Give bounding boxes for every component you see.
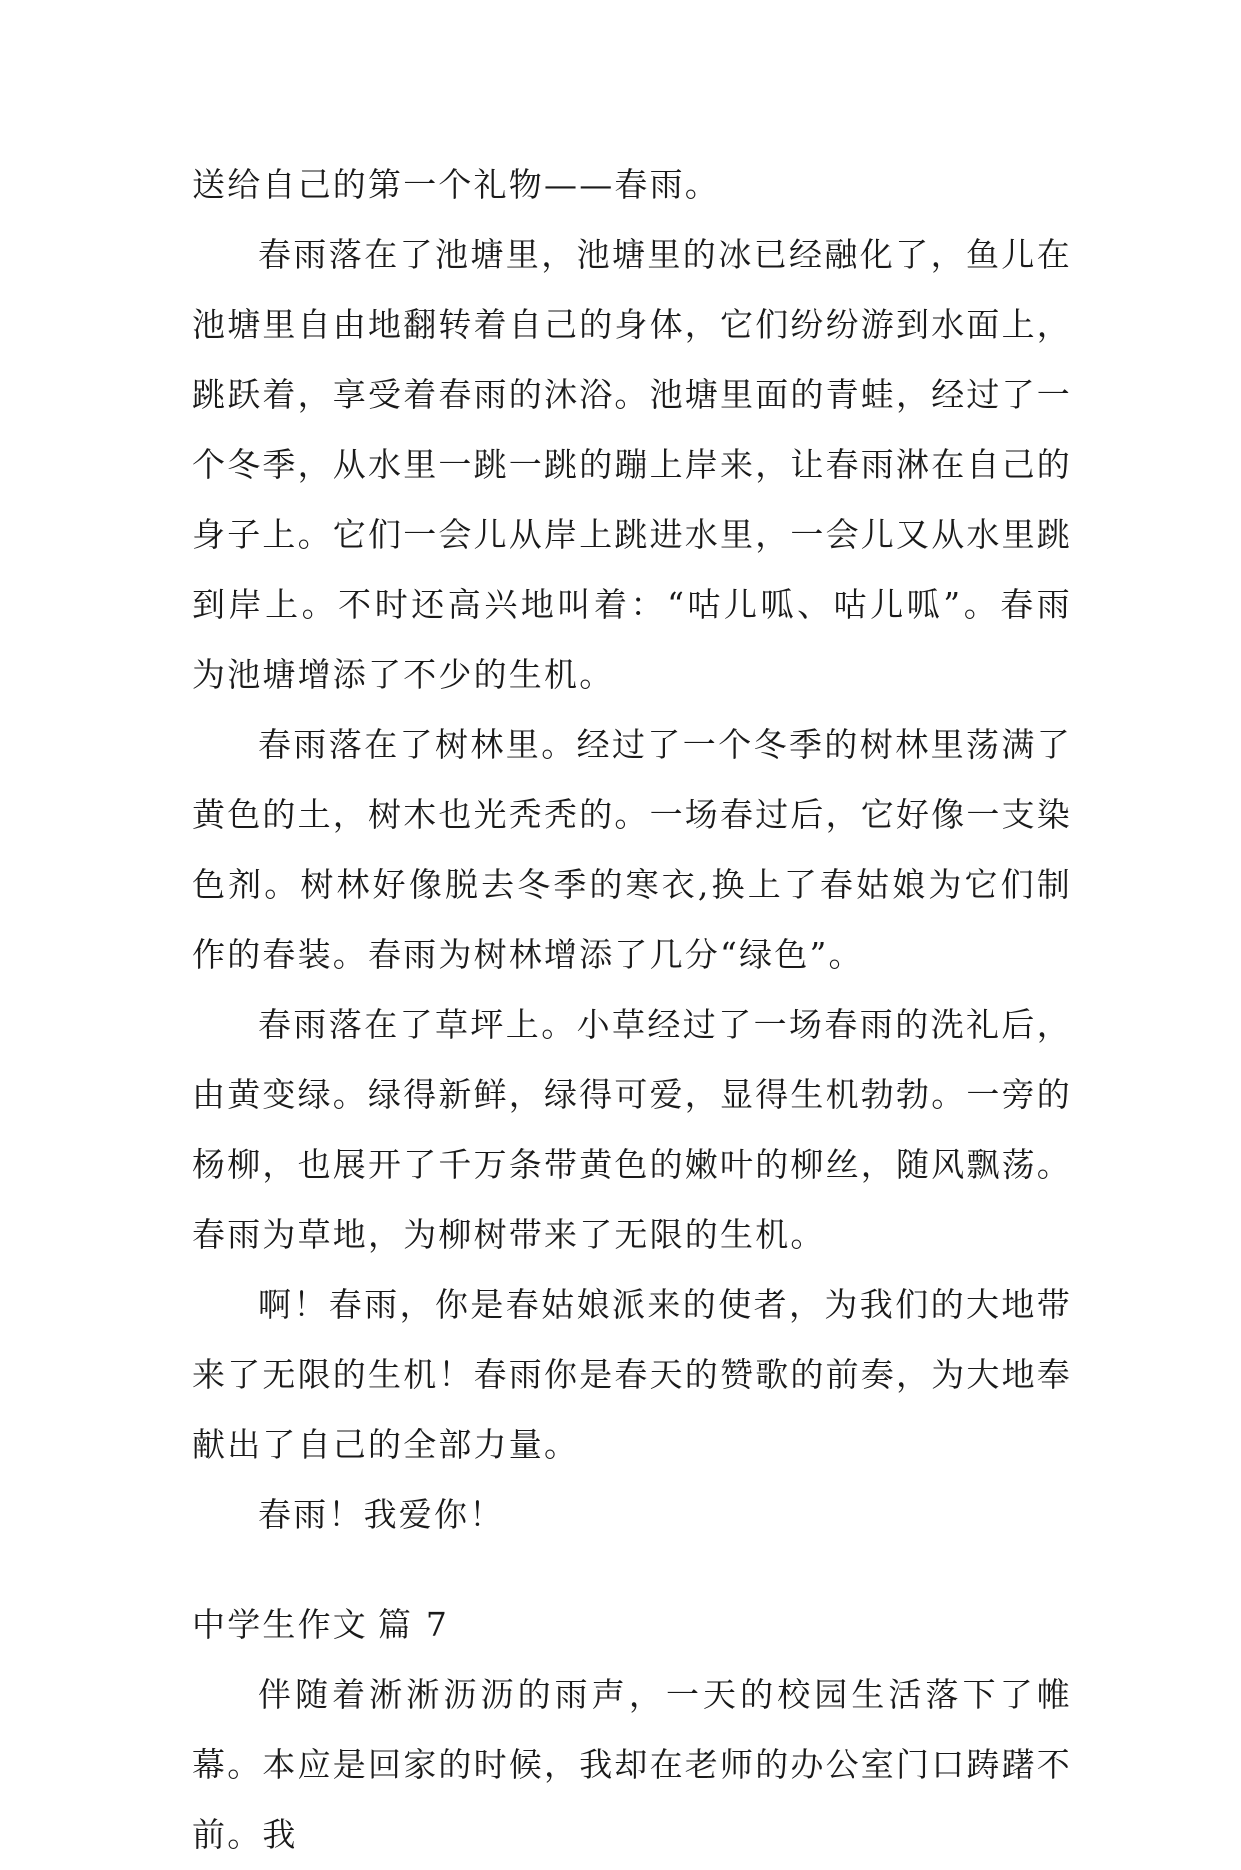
document-page bbox=[192, 150, 1072, 1870]
section-heading bbox=[192, 1590, 1072, 1660]
section-title: 中学生作文 bbox=[192, 1605, 368, 1644]
essay-body-part-1 bbox=[192, 150, 1072, 1550]
essay-body-part-2 bbox=[192, 1660, 1072, 1870]
section-number: 篇 7 bbox=[378, 1605, 450, 1644]
paragraph: 伴随着淅淅沥沥的雨声，一天的校园生活落下了帷幕。本应是回家的时候，我却在老师的办公室门口踌躇不前。我 bbox=[192, 1675, 1072, 1854]
paragraph: 春雨落在了草坪上。小草经过了一场春雨的洗礼后，由黄变绿。绿得新鲜，绿得可爱，显得生机勃勃。一旁的杨柳，也展开了千万条带黄色的嫩叶的柳丝，随风飘荡。春雨为草地，为柳树带来了无限的生机。 bbox=[192, 1005, 1072, 1254]
paragraph: 春雨落在了树林里。经过了一个冬季的树林里荡满了黄色的土，树木也光秃秃的。一场春过后，它好像一支染色剂。树林好像脱去冬季的寒衣,换上了春姑娘为它们制作的春装。春雨为树林增添了几分“绿色”。 bbox=[192, 725, 1072, 974]
paragraph: 送给自己的第一个礼物——春雨。 bbox=[192, 165, 720, 204]
paragraph: 春雨！我爱你！ bbox=[258, 1495, 505, 1534]
paragraph: 啊！春雨，你是春姑娘派来的使者，为我们的大地带来了无限的生机！春雨你是春天的赞歌的前奏，为大地奉献出了自己的全部力量。 bbox=[192, 1285, 1072, 1464]
paragraph: 春雨落在了池塘里，池塘里的冰已经融化了，鱼儿在池塘里自由地翻转着自己的身体，它们纷纷游到水面上，跳跃着，享受着春雨的沐浴。池塘里面的青蛙，经过了一个冬季，从水里一跳一跳的蹦上岸来，让春雨淋在自己的身子上。它们一会儿从岸上跳进水里，一会儿又从水里跳到岸上。不时还高兴地叫着：“咕儿呱、咕儿呱”。春雨为池塘增添了不少的生机。 bbox=[192, 235, 1072, 694]
